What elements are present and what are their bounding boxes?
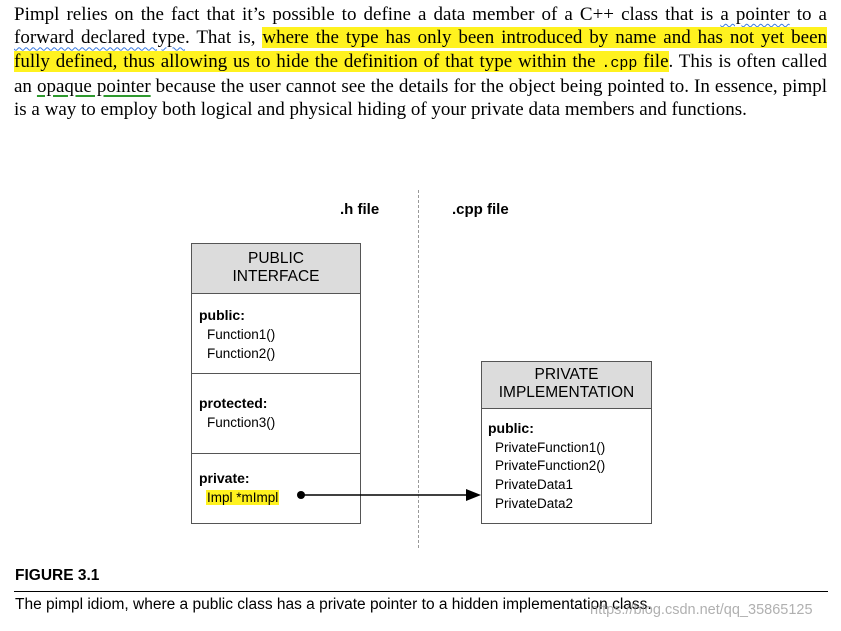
private-function2-item: PrivateFunction2() (495, 458, 606, 473)
para-text-4: . This is often called an (14, 50, 828, 97)
para-text-3: . That is, (185, 27, 263, 49)
function1-item: Function1() (207, 327, 276, 342)
figure-caption: The pimpl idiom, where a public class has a private pointer to a hidden implementation class. (15, 596, 652, 613)
private-label: private: (199, 470, 250, 486)
impl-public-label: public: (488, 420, 534, 436)
grammar-underlined-opaque-pointer: opaque pointer (36, 75, 151, 97)
pointer-arrowhead (466, 489, 481, 501)
figure-label: FIGURE 3.1 (15, 567, 100, 584)
private-header-line1: PRIVATE (534, 366, 599, 383)
cpp-file-title: .cpp file (452, 201, 509, 218)
function3-item: Function3() (207, 415, 276, 430)
private-function1-item: PrivateFunction1() (495, 440, 606, 455)
code-cpp: .cpp (601, 54, 638, 72)
private-header-line2: IMPLEMENTATION (498, 384, 635, 401)
spelling-underlined-a-pointer: a pointer (720, 4, 790, 25)
public-label: public: (199, 307, 245, 323)
highlighted-sentence: where the type has only been introduced by name and has not yet been fully defined, thus allowing us to hide the definition of that type within the (14, 27, 828, 72)
para-text-5: because the user cannot see the details for the object being pointed to. In essence, pimpl is a way to employ both logical and physical hiding of your private data members and functions. (14, 75, 827, 121)
private-data2-item: PrivateData2 (495, 496, 574, 511)
spelling-underlined-forward-declared-type: forward declared type (14, 27, 186, 49)
public-header-line1: PUBLIC (248, 250, 304, 267)
highlighted-file-word: file (637, 50, 669, 72)
function2-item: Function2() (207, 346, 276, 361)
figure-caption-rule (14, 591, 828, 592)
h-file-title: .h file (340, 201, 380, 218)
private-data1-item: PrivateData1 (495, 477, 574, 492)
watermark: https://blog.csdn.net/qq_35865125 (590, 602, 813, 618)
para-text-2: to a (789, 4, 827, 25)
para-text-1: Pimpl relies on the fact that it’s possible to define a data member of a C++ class that is (14, 4, 721, 25)
mimpl-pointer-item: Impl *mImpl (207, 490, 279, 505)
public-header-line2: INTERFACE (232, 268, 320, 285)
protected-label: protected: (199, 395, 268, 411)
